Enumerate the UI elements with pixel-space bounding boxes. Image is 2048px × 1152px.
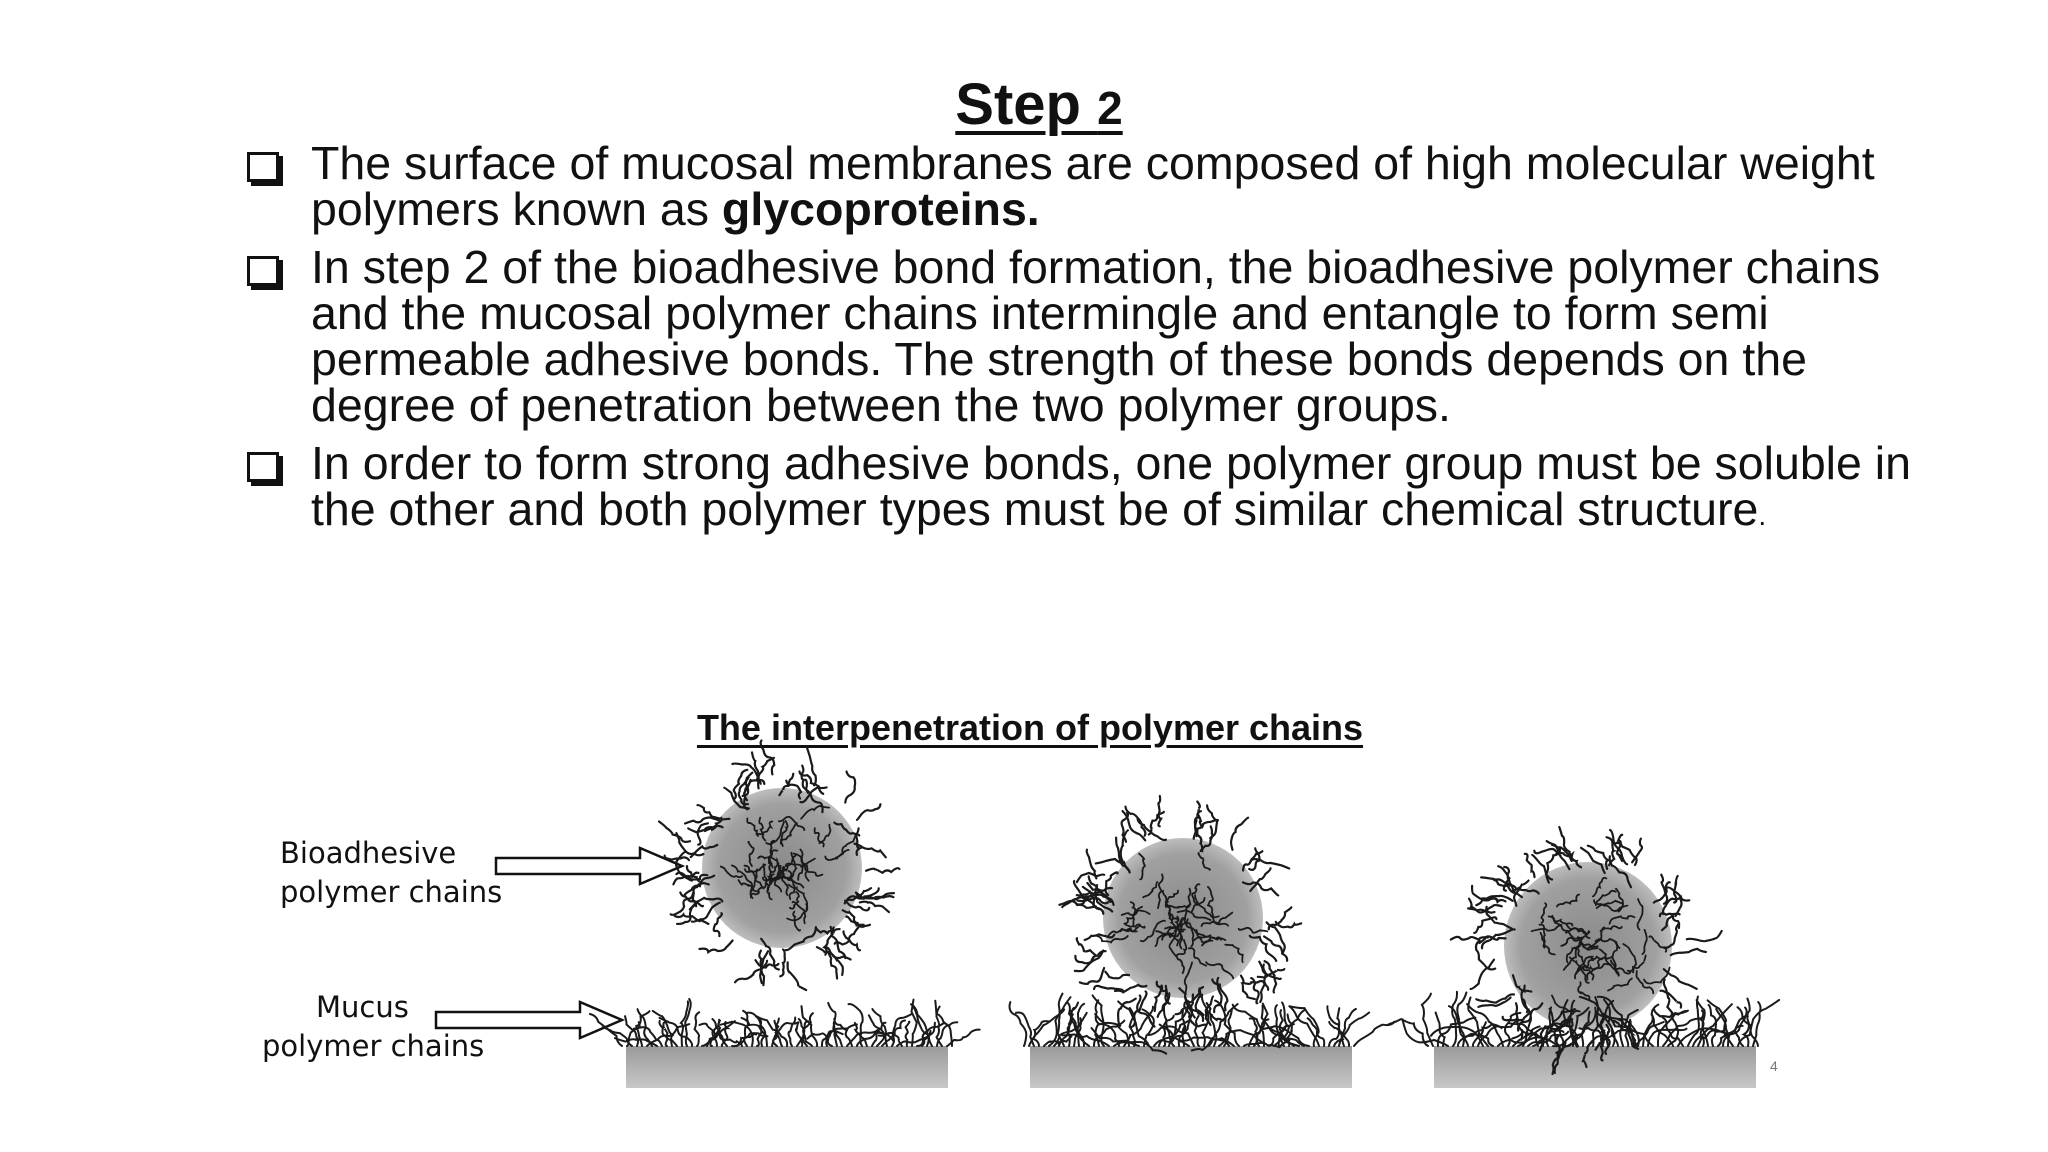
bullet-1-bold: glycoproteins. bbox=[721, 183, 1040, 235]
mucus-chains-2 bbox=[1010, 993, 1395, 1054]
polymer-chain-strand bbox=[866, 868, 899, 873]
polymer-chain-strand bbox=[1010, 1002, 1027, 1046]
polymer-chain-strand bbox=[1327, 1006, 1344, 1046]
mucus-base-2 bbox=[1030, 1046, 1352, 1088]
polymer-chain-strand bbox=[1671, 949, 1706, 955]
title-number: 2 bbox=[1097, 82, 1123, 134]
polymer-chain-strand bbox=[1525, 854, 1535, 877]
polymer-chain-strand bbox=[714, 913, 722, 936]
bullet-2-text: In step 2 of the bioadhesive bond formation, the bioadhesive polymer chains and the mucosal polymer chains intermingle and entangle to form semi permeable adhesive bonds. The strength of these bonds depends on the degree of penetration between the two polymer groups. bbox=[311, 241, 1881, 431]
polymer-chain-strand bbox=[857, 804, 880, 820]
polymer-chain-strand bbox=[1245, 981, 1268, 990]
polymer-chain-strand bbox=[698, 823, 708, 844]
bullet-1-text: The surface of mucosal membranes are composed of high molecular weight polymers known as bbox=[311, 137, 1875, 235]
polymer-chain-strand bbox=[1354, 1022, 1394, 1046]
polymer-chain-strand bbox=[743, 1011, 748, 1046]
label-mucus-line1: Mucus bbox=[316, 990, 409, 1024]
polymer-chain-strand bbox=[659, 822, 690, 842]
polymer-ball-core bbox=[1504, 862, 1672, 1030]
figure-title: The interpenetration of polymer chains bbox=[696, 707, 1364, 748]
polymer-chain-strand bbox=[1339, 1013, 1369, 1047]
polymer-chain-strand bbox=[845, 772, 855, 803]
polymer-chain-strand bbox=[685, 817, 719, 823]
polymer-chain-strand bbox=[759, 951, 762, 983]
mucus-base-3 bbox=[1434, 1046, 1756, 1088]
polymer-chain-strand bbox=[789, 1018, 796, 1047]
mucus-base-1 bbox=[626, 1046, 948, 1088]
bioadhesive-polymer-ball-1 bbox=[659, 741, 899, 991]
label-mucus-line2: polymer chains bbox=[262, 1029, 485, 1063]
polymer-chain-strand bbox=[695, 1012, 700, 1046]
polymer-chain-strand bbox=[1476, 941, 1495, 970]
polymer-chain-strand bbox=[1687, 931, 1722, 941]
polymer-chain-strand bbox=[788, 962, 807, 990]
polymer-chain-strand bbox=[1149, 812, 1164, 835]
polymer-chain-strand bbox=[1158, 796, 1161, 826]
bullet-3-text: In order to form strong adhesive bonds, one polymer group must be soluble in the other and both polymer types must be of similar chemical structure bbox=[311, 437, 1911, 535]
mucus-chains-1 bbox=[590, 999, 980, 1046]
label-bioadhesive bbox=[280, 834, 502, 912]
polymer-chain-strand bbox=[1195, 1016, 1199, 1046]
label-bioadhesive-line2: polymer chains bbox=[280, 875, 503, 909]
page-number: 4 bbox=[1770, 1058, 1778, 1074]
title-word: Step bbox=[955, 72, 1081, 137]
bioadhesive-polymer-ball-3 bbox=[1451, 827, 1722, 1074]
polymer-chain-strand bbox=[1094, 986, 1123, 991]
polymer-chain-strand bbox=[1661, 991, 1682, 1008]
polymer-chain-strand bbox=[1231, 818, 1248, 850]
bullet-3-end: . bbox=[1758, 500, 1767, 531]
label-mucus bbox=[262, 988, 484, 1066]
bio-arrow-icon bbox=[496, 848, 682, 884]
label-bioadhesive-line1: Bioadhesive bbox=[280, 836, 457, 870]
polymer-chain-strand bbox=[700, 941, 733, 953]
bioadhesive-polymer-ball-2 bbox=[1059, 796, 1301, 1027]
polymer-chain-strand bbox=[780, 950, 785, 977]
polymer-chain-strand bbox=[1451, 937, 1488, 940]
